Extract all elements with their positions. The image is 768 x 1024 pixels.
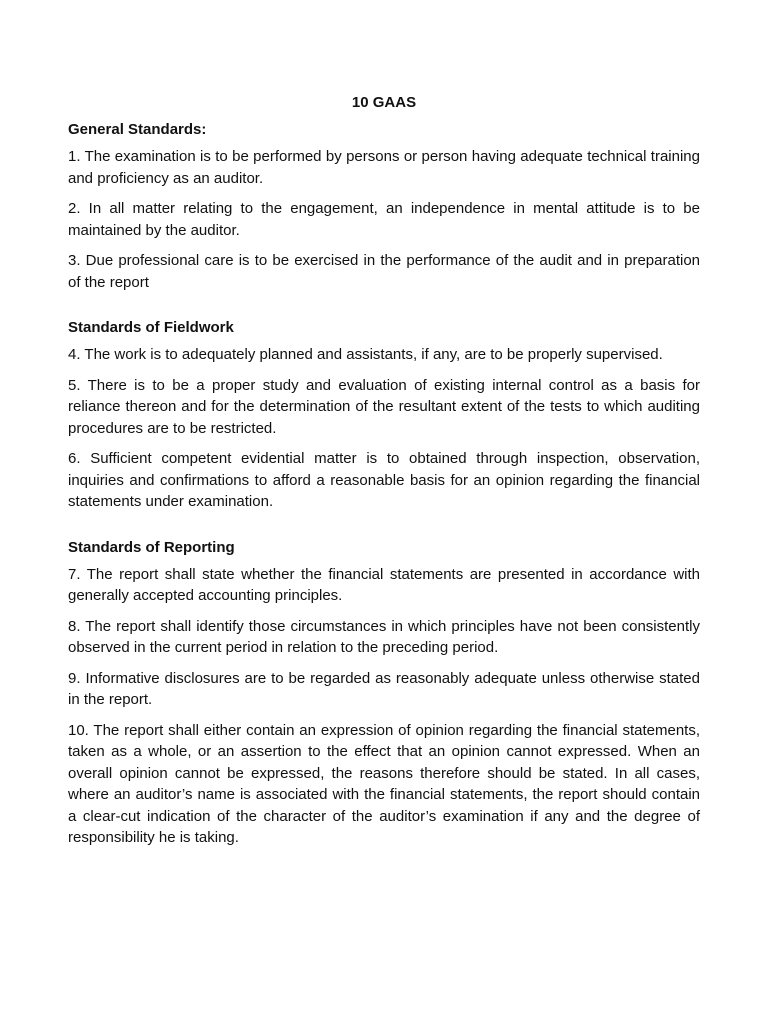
section-heading: Standards of Reporting (68, 538, 235, 556)
standard-item-2: 2. In all matter relating to the engagement, an independence in mental attitude is to be maintained by the auditor. (68, 200, 700, 239)
standard-item-1: 1. The examination is to be performed by persons or person having adequate technical training and proficiency as an auditor. (68, 148, 700, 187)
document-title: 10 GAAS (351, 94, 417, 111)
section-standards-of-reporting (68, 537, 700, 849)
section-general-standards (68, 119, 700, 293)
section-standards-of-fieldwork (68, 317, 700, 513)
standard-item-4: 4. The work is to adequately planned and assistants, if any, are to be properly supervised. (68, 346, 663, 363)
standard-item-3: 3. Due professional care is to be exercised in the performance of the audit and in preparation of the report (68, 252, 700, 291)
standard-item-8: 8. The report shall identify those circumstances in which principles have not been consistently observed in the current period in relation to the preceding period. (68, 617, 700, 656)
standard-item-9: 9. Informative disclosures are to be regarded as reasonably adequate unless otherwise stated in the report. (68, 669, 700, 708)
standard-item-7: 7. The report shall state whether the financial statements are presented in accordance with generally accepted accounting principles. (68, 565, 700, 604)
standard-item-6: 6. Sufficient competent evidential matter is to obtained through inspection, observation, inquiries and confirmations to afford a reasonable basis for an opinion regarding the financial statements under examination. (68, 450, 700, 510)
document-page (68, 92, 700, 858)
standard-item-5: 5. There is to be a proper study and evaluation of existing internal control as a basis for reliance thereon and for the determination of the resultant extent of the tests to which auditing procedures are to be restricted. (68, 376, 700, 437)
section-heading: Standards of Fieldwork (68, 319, 234, 336)
section-heading: General Standards: (68, 121, 207, 138)
standard-item-10: 10. The report shall either contain an expression of opinion regarding the financial statements, taken as a whole, or an assertion to the effect that an opinion cannot expressed. When an overall opinion cannot be expressed, the reasons therefore should be stated. In all cases, where an auditor’s name is associated with the financial statements, the report should contain a clear-cut indication of the character of the auditor’s examination if any and the degree of responsibility he is taking. (68, 721, 700, 846)
